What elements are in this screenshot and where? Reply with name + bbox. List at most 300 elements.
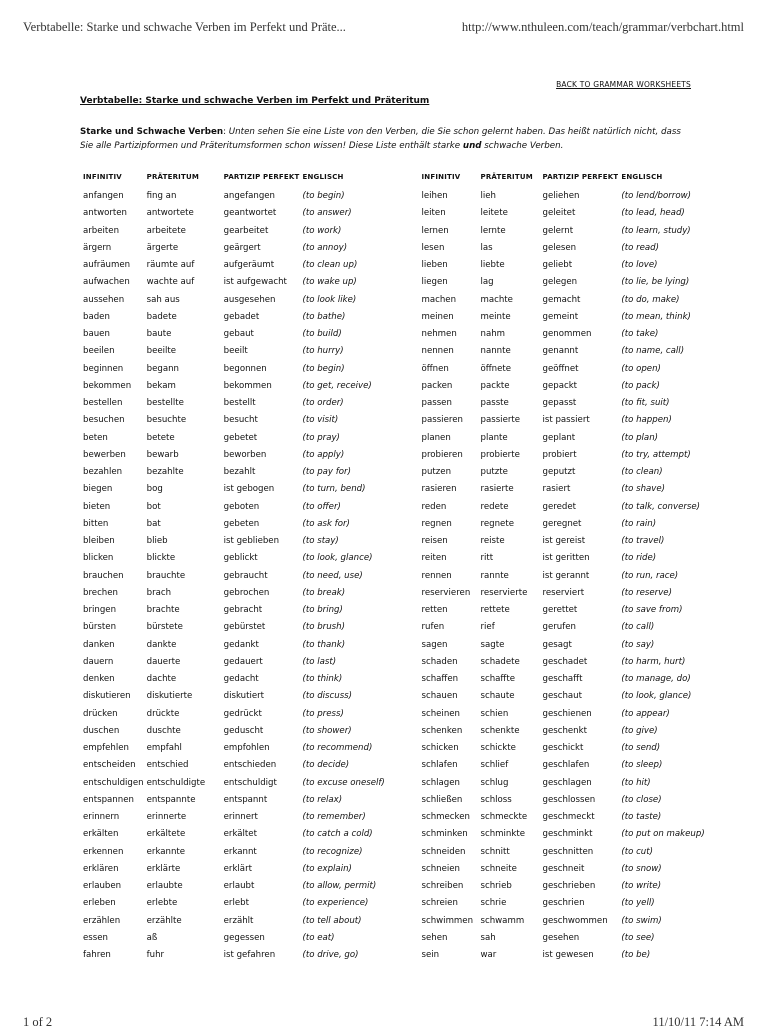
right-infinitiv-cell: leiten xyxy=(421,208,446,219)
table-row xyxy=(80,240,717,257)
right-partizip-cell: geschadet xyxy=(542,656,588,667)
table-row xyxy=(80,481,717,498)
right-partizip-cell: geputzt xyxy=(542,467,576,477)
right-englisch-cell: (to sleep) xyxy=(621,760,663,771)
left-partizip-cell: ist geblieben xyxy=(223,536,280,546)
left-infinitiv-cell: aussehen xyxy=(83,294,125,305)
right-partizip-cell: geschenkt xyxy=(542,725,587,736)
left-partizip-cell: gebracht xyxy=(223,605,263,615)
left-partizip-cell: angefangen xyxy=(223,191,276,201)
left-englisch-cell: (to bring) xyxy=(302,605,343,615)
right-infinitiv-cell: packen xyxy=(421,380,453,391)
right-partizip-cell: geschienen xyxy=(542,708,592,719)
right-infinitiv-cell: rennen xyxy=(421,570,452,581)
left-partizip-cell: besucht xyxy=(223,415,258,426)
left-englisch-cell: (to offer) xyxy=(302,501,341,512)
left-englisch-cell: (to shower) xyxy=(302,725,352,736)
right-englisch-cell: (to name, call) xyxy=(621,346,685,357)
left-englisch-cell: (to pay for) xyxy=(302,467,351,477)
left-englisch-cell: (to drive, go) xyxy=(302,950,359,960)
left-infinitiv-cell: bekommen xyxy=(83,380,132,391)
intro-colon: : xyxy=(223,127,229,137)
right-praeteritum-cell: schaute xyxy=(480,691,515,702)
left-infinitiv-cell: denken xyxy=(83,674,115,684)
right-praeteritum-cell: regnete xyxy=(480,518,514,529)
right-praeteritum-cell: lieh xyxy=(480,191,497,201)
left-infinitiv-cell: erklären xyxy=(83,863,119,874)
left-partizip-cell: bekommen xyxy=(223,380,272,391)
right-praeteritum-cell: schminkte xyxy=(480,829,525,840)
left-infinitiv-cell: drücken xyxy=(83,708,118,719)
left-infinitiv-cell: bürsten xyxy=(83,622,117,633)
left-infinitiv-cell: danken xyxy=(83,639,115,650)
right-englisch-cell: (to pack) xyxy=(621,380,660,391)
right-infinitiv-cell: sein xyxy=(421,950,440,960)
right-infinitiv-cell: schenken xyxy=(421,725,463,736)
right-infinitiv-cell: meinen xyxy=(421,311,454,322)
intro-paragraph xyxy=(80,125,695,153)
right-partizip-cell: geregnet xyxy=(542,518,582,529)
left-praeteritum-cell: brachte xyxy=(146,605,180,615)
left-praeteritum-cell: diskutierte xyxy=(146,691,193,702)
right-praeteritum-cell: redete xyxy=(480,501,509,512)
right-englisch-cell: (to plan) xyxy=(621,432,658,443)
table-row xyxy=(80,775,717,792)
left-partizip-cell: entspannt xyxy=(223,794,268,805)
right-englisch-cell: (to close) xyxy=(621,794,662,805)
left-praeteritum-cell: bat xyxy=(146,518,161,529)
table-row xyxy=(80,723,717,740)
left-infinitiv-cell: duschen xyxy=(83,725,120,736)
col-header-praeteritum: PRÄTERITUM xyxy=(146,173,199,181)
right-partizip-cell: ist gerannt xyxy=(542,570,590,581)
right-partizip-cell: ist gewesen xyxy=(542,950,594,960)
right-infinitiv-cell: leihen xyxy=(421,191,448,201)
left-partizip-cell: gebürstet xyxy=(223,622,266,633)
left-englisch-cell: (to need, use) xyxy=(302,570,363,581)
left-partizip-cell: ist gefahren xyxy=(223,950,276,960)
left-praeteritum-cell: brach xyxy=(146,587,172,598)
right-partizip-cell: geschnitten xyxy=(542,846,594,857)
right-infinitiv-cell: planen xyxy=(421,432,451,443)
left-englisch-cell: (to work) xyxy=(302,225,342,236)
left-englisch-cell: (to begin) xyxy=(302,363,345,374)
left-englisch-cell: (to look like) xyxy=(302,294,357,305)
left-praeteritum-cell: entschied xyxy=(146,760,189,771)
left-englisch-cell: (to eat) xyxy=(302,932,335,943)
right-partizip-cell: ist geritten xyxy=(542,553,590,564)
table-row xyxy=(80,274,717,291)
right-infinitiv-cell: machen xyxy=(421,294,457,305)
right-englisch-cell: (to take) xyxy=(621,329,659,339)
left-englisch-cell: (to hurry) xyxy=(302,346,344,357)
right-englisch-cell: (to snow) xyxy=(621,863,662,874)
table-row xyxy=(80,309,717,326)
right-praeteritum-cell: lag xyxy=(480,277,494,288)
right-partizip-cell: gesehen xyxy=(542,932,580,943)
left-infinitiv-cell: essen xyxy=(83,932,108,943)
right-praeteritum-cell: schaffte xyxy=(480,674,515,684)
table-row xyxy=(80,205,717,222)
right-partizip-cell: gelernt xyxy=(542,225,574,236)
left-infinitiv-cell: besuchen xyxy=(83,415,125,426)
left-infinitiv-cell: aufräumen xyxy=(83,260,131,270)
right-infinitiv-cell: putzen xyxy=(421,467,452,477)
print-header-url: http://www.nthuleen.com/teach/grammar/verbchart.html xyxy=(461,20,744,34)
right-partizip-cell: geschlossen xyxy=(542,794,596,805)
back-to-worksheets-link[interactable]: BACK TO GRAMMAR WORKSHEETS xyxy=(556,80,691,89)
left-infinitiv-cell: dauern xyxy=(83,656,114,667)
right-partizip-cell: geschickt xyxy=(542,743,584,753)
left-praeteritum-cell: aß xyxy=(146,932,158,943)
left-partizip-cell: gedrückt xyxy=(223,708,262,719)
right-infinitiv-cell: rufen xyxy=(421,622,445,633)
right-infinitiv-cell: schicken xyxy=(421,743,459,753)
left-englisch-cell: (to allow, permit) xyxy=(302,881,377,891)
left-praeteritum-cell: dauerte xyxy=(146,656,181,667)
left-englisch-cell: (to apply) xyxy=(302,449,345,460)
left-infinitiv-cell: entscheiden xyxy=(83,760,136,771)
right-partizip-cell: geschmeckt xyxy=(542,812,595,822)
right-partizip-cell: geschlagen xyxy=(542,777,592,788)
left-partizip-cell: bestellt xyxy=(223,398,256,408)
left-partizip-cell: empfohlen xyxy=(223,743,270,753)
left-infinitiv-cell: diskutieren xyxy=(83,691,131,702)
left-infinitiv-cell: arbeiten xyxy=(83,225,120,236)
right-infinitiv-cell: sehen xyxy=(421,932,448,943)
left-partizip-cell: diskutiert xyxy=(223,691,265,702)
left-praeteritum-cell: fing an xyxy=(146,191,177,201)
left-partizip-cell: geärgert xyxy=(223,242,261,253)
col-header-englisch: ENGLISCH xyxy=(621,173,663,181)
table-row xyxy=(80,809,717,826)
table-row xyxy=(80,671,717,688)
right-englisch-cell: (to say) xyxy=(621,639,655,650)
left-infinitiv-cell: erleben xyxy=(83,898,116,909)
table-row xyxy=(80,585,717,602)
table-row xyxy=(80,826,717,843)
left-englisch-cell: (to get, receive) xyxy=(302,380,372,391)
right-partizip-cell: geschlafen xyxy=(542,760,590,771)
header-row xyxy=(80,166,717,188)
right-praeteritum-cell: liebte xyxy=(480,260,505,270)
left-partizip-cell: gebraucht xyxy=(223,570,268,581)
right-infinitiv-cell: scheinen xyxy=(421,708,461,719)
left-infinitiv-cell: bringen xyxy=(83,605,117,615)
left-partizip-cell: geboten xyxy=(223,501,260,512)
left-partizip-cell: ist aufgewacht xyxy=(223,277,287,288)
left-partizip-cell: gebetet xyxy=(223,432,258,443)
table-row xyxy=(80,550,717,567)
right-englisch-cell: (to lie, be lying) xyxy=(621,277,690,288)
right-praeteritum-cell: reservierte xyxy=(480,587,528,598)
right-partizip-cell: gerufen xyxy=(542,622,576,633)
right-partizip-cell: geöffnet xyxy=(542,363,579,374)
right-praeteritum-cell: schickte xyxy=(480,743,516,753)
right-infinitiv-cell: schließen xyxy=(421,794,463,805)
right-infinitiv-cell: schaden xyxy=(421,656,458,667)
right-praeteritum-cell: schnitt xyxy=(480,846,510,857)
left-praeteritum-cell: entspannte xyxy=(146,794,196,805)
table-row xyxy=(80,412,717,429)
right-englisch-cell: (to lend/borrow) xyxy=(621,191,691,201)
left-partizip-cell: gedankt xyxy=(223,639,259,650)
right-englisch-cell: (to rain) xyxy=(621,518,657,529)
right-englisch-cell: (to harm, hurt) xyxy=(621,656,686,667)
table-row xyxy=(80,706,717,723)
right-partizip-cell: geschaut xyxy=(542,691,582,702)
right-partizip-cell: gerettet xyxy=(542,605,578,615)
left-englisch-cell: (to tell about) xyxy=(302,915,362,926)
right-infinitiv-cell: schreien xyxy=(421,898,458,909)
table-row xyxy=(80,326,717,343)
print-header-title: Verbtabelle: Starke und schwache Verben im Perfekt und Präte... xyxy=(23,20,346,34)
left-englisch-cell: (to bathe) xyxy=(302,311,346,322)
right-infinitiv-cell: schaffen xyxy=(421,674,459,684)
right-praeteritum-cell: plante xyxy=(480,432,508,443)
left-infinitiv-cell: ärgern xyxy=(83,242,112,253)
table-row xyxy=(80,688,717,705)
right-infinitiv-cell: lernen xyxy=(421,225,449,236)
right-partizip-cell: geschrieben xyxy=(542,881,596,891)
left-infinitiv-cell: antworten xyxy=(83,208,128,219)
print-datetime: 11/10/11 7:14 AM xyxy=(652,1015,744,1029)
left-englisch-cell: (to visit) xyxy=(302,415,339,426)
right-infinitiv-cell: retten xyxy=(421,605,448,615)
left-partizip-cell: gedacht xyxy=(223,674,259,684)
right-praeteritum-cell: sagte xyxy=(480,639,505,650)
right-englisch-cell: (to write) xyxy=(621,881,662,891)
left-englisch-cell: (to relax) xyxy=(302,794,343,805)
left-infinitiv-cell: biegen xyxy=(83,484,113,495)
left-infinitiv-cell: beeilen xyxy=(83,346,115,357)
right-partizip-cell: geschafft xyxy=(542,674,583,684)
right-partizip-cell: rasiert xyxy=(542,484,571,495)
right-praeteritum-cell: nahm xyxy=(480,329,506,339)
left-praeteritum-cell: erzählte xyxy=(146,915,182,926)
table-row xyxy=(80,930,717,947)
left-englisch-cell: (to answer) xyxy=(302,208,352,219)
left-infinitiv-cell: erzählen xyxy=(83,915,121,926)
right-partizip-cell: gelesen xyxy=(542,242,577,253)
right-infinitiv-cell: schneien xyxy=(421,863,461,874)
right-partizip-cell: geschwommen xyxy=(542,915,608,926)
left-englisch-cell: (to decide) xyxy=(302,760,350,771)
right-praeteritum-cell: ritt xyxy=(480,553,494,564)
left-partizip-cell: geantwortet xyxy=(223,208,277,219)
left-praeteritum-cell: begann xyxy=(146,363,179,374)
right-englisch-cell: (to give) xyxy=(621,725,658,736)
right-infinitiv-cell: reservieren xyxy=(421,587,471,598)
left-englisch-cell: (to pray) xyxy=(302,432,340,443)
right-infinitiv-cell: sagen xyxy=(421,639,448,650)
left-praeteritum-cell: erinnerte xyxy=(146,812,187,822)
col-header-partizip: PARTIZIP PERFEKT xyxy=(223,173,300,181)
right-englisch-cell: (to try, attempt) xyxy=(621,449,691,460)
right-infinitiv-cell: schminken xyxy=(421,829,468,840)
left-partizip-cell: beworben xyxy=(223,449,267,460)
right-partizip-cell: ist gereist xyxy=(542,536,586,546)
left-partizip-cell: geblickt xyxy=(223,553,258,564)
right-praeteritum-cell: schrie xyxy=(480,898,507,909)
left-englisch-cell: (to annoy) xyxy=(302,242,348,253)
left-partizip-cell: erzählt xyxy=(223,915,254,926)
table-row xyxy=(80,430,717,447)
left-praeteritum-cell: bekam xyxy=(146,380,176,391)
right-englisch-cell: (to talk, converse) xyxy=(621,501,701,512)
right-partizip-cell: genommen xyxy=(542,329,592,339)
left-praeteritum-cell: ärgerte xyxy=(146,242,179,253)
right-praeteritum-cell: lernte xyxy=(480,225,506,236)
left-infinitiv-cell: bleiben xyxy=(83,536,115,546)
left-englisch-cell: (to break) xyxy=(302,587,346,598)
right-partizip-cell: geschrien xyxy=(542,898,585,909)
right-englisch-cell: (to hit) xyxy=(621,777,651,788)
table-row xyxy=(80,395,717,412)
left-infinitiv-cell: beginnen xyxy=(83,363,124,374)
right-englisch-cell: (to manage, do) xyxy=(621,674,691,684)
left-englisch-cell: (to recommend) xyxy=(302,743,373,753)
right-englisch-cell: (to lead, head) xyxy=(621,208,685,219)
left-praeteritum-cell: badete xyxy=(146,311,177,322)
table-row xyxy=(80,895,717,912)
table-row xyxy=(80,378,717,395)
right-praeteritum-cell: schwamm xyxy=(480,915,525,926)
left-infinitiv-cell: entspannen xyxy=(83,794,134,805)
intro-lead: Starke und Schwache Verben xyxy=(80,127,224,137)
left-infinitiv-cell: blicken xyxy=(83,553,114,564)
left-praeteritum-cell: empfahl xyxy=(146,743,182,753)
left-englisch-cell: (to stay) xyxy=(302,536,339,546)
intro-und: und xyxy=(462,141,482,151)
table-row xyxy=(80,947,717,964)
right-englisch-cell: (to read) xyxy=(621,242,659,253)
right-partizip-cell: geliehen xyxy=(542,191,580,201)
left-praeteritum-cell: bestellte xyxy=(146,398,184,408)
left-praeteritum-cell: entschuldigte xyxy=(146,777,206,788)
right-englisch-cell: (to send) xyxy=(621,743,661,753)
col-header-infinitiv: INFINITIV xyxy=(83,173,122,181)
right-englisch-cell: (to look, glance) xyxy=(621,691,692,702)
col-header-englisch: ENGLISCH xyxy=(302,173,344,181)
left-infinitiv-cell: bewerben xyxy=(83,449,126,460)
right-infinitiv-cell: schreiben xyxy=(421,881,464,891)
intro-tail: schwache Verben. xyxy=(481,141,564,151)
right-praeteritum-cell: rettete xyxy=(480,605,510,615)
right-praeteritum-cell: packte xyxy=(480,380,510,391)
right-englisch-cell: (to clean) xyxy=(621,467,663,477)
table-row xyxy=(80,447,717,464)
right-praeteritum-cell: schmeckte xyxy=(480,812,528,822)
left-infinitiv-cell: beten xyxy=(83,432,108,443)
left-englisch-cell: (to last) xyxy=(302,656,337,667)
table-row xyxy=(80,188,717,205)
right-partizip-cell: geredet xyxy=(542,501,576,512)
right-englisch-cell: (to reserve) xyxy=(621,587,672,598)
left-infinitiv-cell: bieten xyxy=(83,501,111,512)
right-praeteritum-cell: las xyxy=(480,242,493,253)
left-partizip-cell: aufgeräumt xyxy=(223,260,275,270)
left-partizip-cell: entschieden xyxy=(223,760,277,771)
left-praeteritum-cell: arbeitete xyxy=(146,225,186,236)
right-infinitiv-cell: lesen xyxy=(421,242,445,253)
left-infinitiv-cell: entschuldigen xyxy=(83,777,144,788)
right-englisch-cell: (to love) xyxy=(621,260,658,270)
page-count: 1 of 2 xyxy=(23,1015,53,1029)
left-infinitiv-cell: bitten xyxy=(83,518,109,529)
right-praeteritum-cell: machte xyxy=(480,294,513,305)
right-infinitiv-cell: liegen xyxy=(421,277,448,288)
right-englisch-cell: (to fit, suit) xyxy=(621,398,670,408)
right-infinitiv-cell: probieren xyxy=(421,449,463,460)
left-englisch-cell: (to catch a cold) xyxy=(302,829,373,840)
left-infinitiv-cell: bauen xyxy=(83,329,110,339)
left-englisch-cell: (to brush) xyxy=(302,622,345,633)
right-partizip-cell: reserviert xyxy=(542,587,585,598)
left-praeteritum-cell: bezahlte xyxy=(146,467,184,477)
left-infinitiv-cell: anfangen xyxy=(83,191,124,201)
right-infinitiv-cell: rasieren xyxy=(421,484,457,495)
left-partizip-cell: ausgesehen xyxy=(223,294,276,305)
right-englisch-cell: (to do, make) xyxy=(621,294,680,305)
left-partizip-cell: gebrochen xyxy=(223,587,270,598)
left-praeteritum-cell: brauchte xyxy=(146,570,186,581)
table-row xyxy=(80,361,717,378)
right-partizip-cell: geschneit xyxy=(542,863,585,874)
left-infinitiv-cell: bestellen xyxy=(83,398,123,408)
right-partizip-cell: ist passiert xyxy=(542,415,590,426)
table-row xyxy=(80,878,717,895)
left-praeteritum-cell: antwortete xyxy=(146,208,194,219)
right-infinitiv-cell: schmecken xyxy=(421,812,470,822)
table-row xyxy=(80,792,717,809)
right-englisch-cell: (to shave) xyxy=(621,484,666,495)
right-partizip-cell: geleitet xyxy=(542,208,576,219)
left-partizip-cell: begonnen xyxy=(223,363,267,374)
right-praeteritum-cell: war xyxy=(480,950,497,960)
right-praeteritum-cell: rasierte xyxy=(480,484,514,495)
right-praeteritum-cell: passte xyxy=(480,398,509,408)
right-englisch-cell: (to call) xyxy=(621,622,655,633)
left-partizip-cell: gebaut xyxy=(223,329,254,339)
left-praeteritum-cell: wachte auf xyxy=(146,277,195,288)
right-infinitiv-cell: schneiden xyxy=(421,846,466,857)
left-englisch-cell: (to experience) xyxy=(302,898,369,909)
verb-table xyxy=(80,166,717,964)
left-praeteritum-cell: besuchte xyxy=(146,415,187,426)
right-infinitiv-cell: nennen xyxy=(421,346,454,357)
left-infinitiv-cell: erkälten xyxy=(83,829,119,840)
left-partizip-cell: erinnert xyxy=(223,812,258,822)
left-praeteritum-cell: duschte xyxy=(146,725,181,736)
col-header-infinitiv: INFINITIV xyxy=(421,173,461,181)
right-partizip-cell: gepasst xyxy=(542,398,577,408)
left-infinitiv-cell: erlauben xyxy=(83,881,122,891)
right-infinitiv-cell: nehmen xyxy=(421,329,457,339)
left-praeteritum-cell: erkannte xyxy=(146,846,186,857)
table-row xyxy=(80,913,717,930)
left-englisch-cell: (to begin) xyxy=(302,191,345,201)
left-praeteritum-cell: blieb xyxy=(146,536,168,546)
left-partizip-cell: gebeten xyxy=(223,518,260,529)
left-praeteritum-cell: dachte xyxy=(146,674,177,684)
right-partizip-cell: gemeint xyxy=(542,311,579,322)
right-infinitiv-cell: regnen xyxy=(421,518,452,529)
left-praeteritum-cell: dankte xyxy=(146,639,177,650)
left-infinitiv-cell: brauchen xyxy=(83,570,124,581)
right-englisch-cell: (to save from) xyxy=(621,605,683,615)
right-infinitiv-cell: reisen xyxy=(421,536,448,546)
